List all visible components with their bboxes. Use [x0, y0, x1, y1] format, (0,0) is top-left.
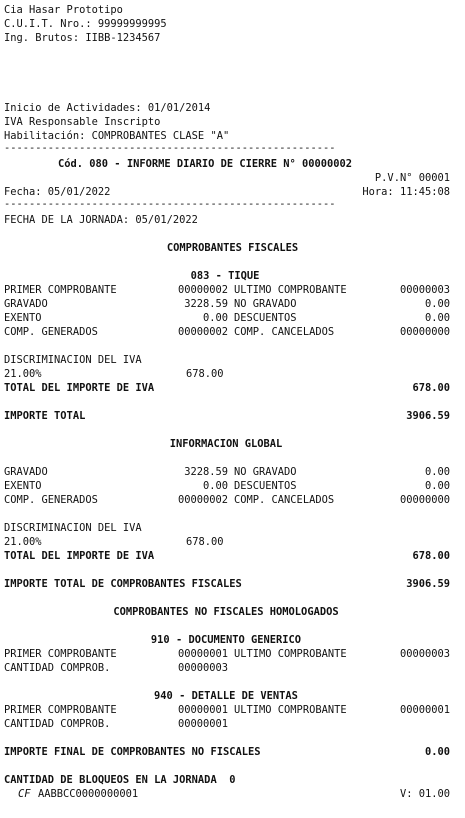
iva-condition: IVA Responsable Inscripto	[4, 116, 161, 128]
label-no-gravado: NO GRAVADO	[234, 466, 297, 478]
report-time: Hora: 11:45:08	[362, 186, 450, 198]
value-no-gravado: 0.00	[424, 298, 450, 310]
label-importe-final-no-fiscales: IMPORTE FINAL DE COMPROBANTES NO FISCALES	[4, 746, 261, 758]
cantidad-bloqueos: CANTIDAD DE BLOQUEOS EN LA JORNADA 0	[4, 774, 236, 786]
value-ultimo-comprobante: 00000003	[399, 648, 450, 660]
value-gravado: 3228.59	[184, 466, 228, 478]
value-importe-final-no-fiscales: 0.00	[424, 746, 450, 758]
label-importe-total-fiscales: IMPORTE TOTAL DE COMPROBANTES FISCALES	[4, 578, 242, 590]
cf-code: AABBCC0000000001	[38, 788, 139, 800]
section-heading-global: INFORMACION GLOBAL	[169, 438, 283, 450]
value-comp-cancelados: 00000000	[399, 494, 450, 506]
company-name: Cia Hasar Prototipo	[4, 4, 123, 16]
label-descuentos: DESCUENTOS	[234, 480, 297, 492]
cuit: C.U.I.T. Nro.: 99999999995	[4, 18, 167, 30]
label-ultimo-comprobante: ULTIMO COMPROBANTE	[234, 704, 347, 716]
label-primer-comprobante: PRIMER COMPROBANTE	[4, 284, 117, 296]
ing-brutos: Ing. Brutos: IIBB-1234567	[4, 32, 161, 44]
subsection-tique: 083 - TIQUE	[190, 270, 260, 282]
value-total-iva: 678.00	[412, 382, 450, 394]
value-no-gravado: 0.00	[424, 466, 450, 478]
section-heading-no-fiscales: COMPROBANTES NO FISCALES HOMOLOGADOS	[113, 606, 339, 618]
label-cantidad-comprob: CANTIDAD COMPROB.	[4, 662, 111, 674]
firmware-version: V: 01.00	[399, 788, 450, 800]
label-importe-total: IMPORTE TOTAL	[4, 410, 86, 422]
value-exento: 0.00	[202, 312, 228, 324]
value-cantidad-comprob: 00000003	[177, 662, 228, 674]
report-title: Cód. 080 - INFORME DIARIO DE CIERRE N° 00000002	[58, 158, 353, 170]
value-importe-total: 3906.59	[406, 410, 450, 422]
value-primer-comprobante: 00000001	[177, 704, 228, 716]
separator: -----------------------------------------------------	[4, 142, 336, 154]
report-date: Fecha: 05/01/2022	[4, 186, 111, 198]
section-heading-fiscales: COMPROBANTES FISCALES	[166, 242, 299, 254]
value-primer-comprobante: 00000002	[177, 284, 228, 296]
label-discriminacion-iva: DISCRIMINACION DEL IVA	[4, 354, 142, 366]
label-gravado: GRAVADO	[4, 466, 48, 478]
label-comp-cancelados: COMP. CANCELADOS	[234, 326, 335, 338]
value-gravado: 3228.59	[184, 298, 228, 310]
value-descuentos: 0.00	[424, 480, 450, 492]
cf-prefix: CF	[18, 788, 31, 800]
value-importe-total-fiscales: 3906.59	[406, 578, 450, 590]
label-comp-cancelados: COMP. CANCELADOS	[234, 494, 335, 506]
label-exento: EXENTO	[4, 480, 42, 492]
value-primer-comprobante: 00000001	[177, 648, 228, 660]
label-total-iva: TOTAL DEL IMPORTE DE IVA	[4, 382, 155, 394]
inicio-actividades: Inicio de Actividades: 01/01/2014	[4, 102, 211, 114]
subsection-documento-generico: 910 - DOCUMENTO GENERICO	[150, 634, 302, 646]
label-primer-comprobante: PRIMER COMPROBANTE	[4, 704, 117, 716]
value-comp-cancelados: 00000000	[399, 326, 450, 338]
label-comp-generados: COMP. GENERADOS	[4, 494, 98, 506]
value-exento: 0.00	[202, 480, 228, 492]
value-descuentos: 0.00	[424, 312, 450, 324]
separator: -----------------------------------------------------	[4, 198, 336, 210]
label-total-iva: TOTAL DEL IMPORTE DE IVA	[4, 550, 155, 562]
subsection-detalle-ventas: 940 - DETALLE DE VENTAS	[154, 690, 298, 702]
value-comp-generados: 00000002	[177, 494, 228, 506]
value-ultimo-comprobante: 00000001	[399, 704, 450, 716]
label-gravado: GRAVADO	[4, 298, 48, 310]
label-descuentos: DESCUENTOS	[234, 312, 297, 324]
iva-rate-amount: 678.00	[186, 536, 224, 548]
punto-venta: P.V.N° 00001	[374, 172, 450, 184]
iva-rate: 21.00%	[4, 368, 42, 380]
iva-rate: 21.00%	[4, 536, 42, 548]
label-ultimo-comprobante: ULTIMO COMPROBANTE	[234, 648, 347, 660]
label-ultimo-comprobante: ULTIMO COMPROBANTE	[234, 284, 347, 296]
fecha-jornada: FECHA DE LA JORNADA: 05/01/2022	[4, 214, 198, 226]
iva-rate-amount: 678.00	[186, 368, 224, 380]
value-cantidad-comprob: 00000001	[177, 718, 228, 730]
label-no-gravado: NO GRAVADO	[234, 298, 297, 310]
label-discriminacion-iva: DISCRIMINACION DEL IVA	[4, 522, 142, 534]
value-comp-generados: 00000002	[177, 326, 228, 338]
label-comp-generados: COMP. GENERADOS	[4, 326, 98, 338]
label-cantidad-comprob: CANTIDAD COMPROB.	[4, 718, 111, 730]
label-primer-comprobante: PRIMER COMPROBANTE	[4, 648, 117, 660]
value-total-iva: 678.00	[412, 550, 450, 562]
label-exento: EXENTO	[4, 312, 42, 324]
value-ultimo-comprobante: 00000003	[399, 284, 450, 296]
habilitacion: Habilitación: COMPROBANTES CLASE "A"	[4, 130, 230, 142]
